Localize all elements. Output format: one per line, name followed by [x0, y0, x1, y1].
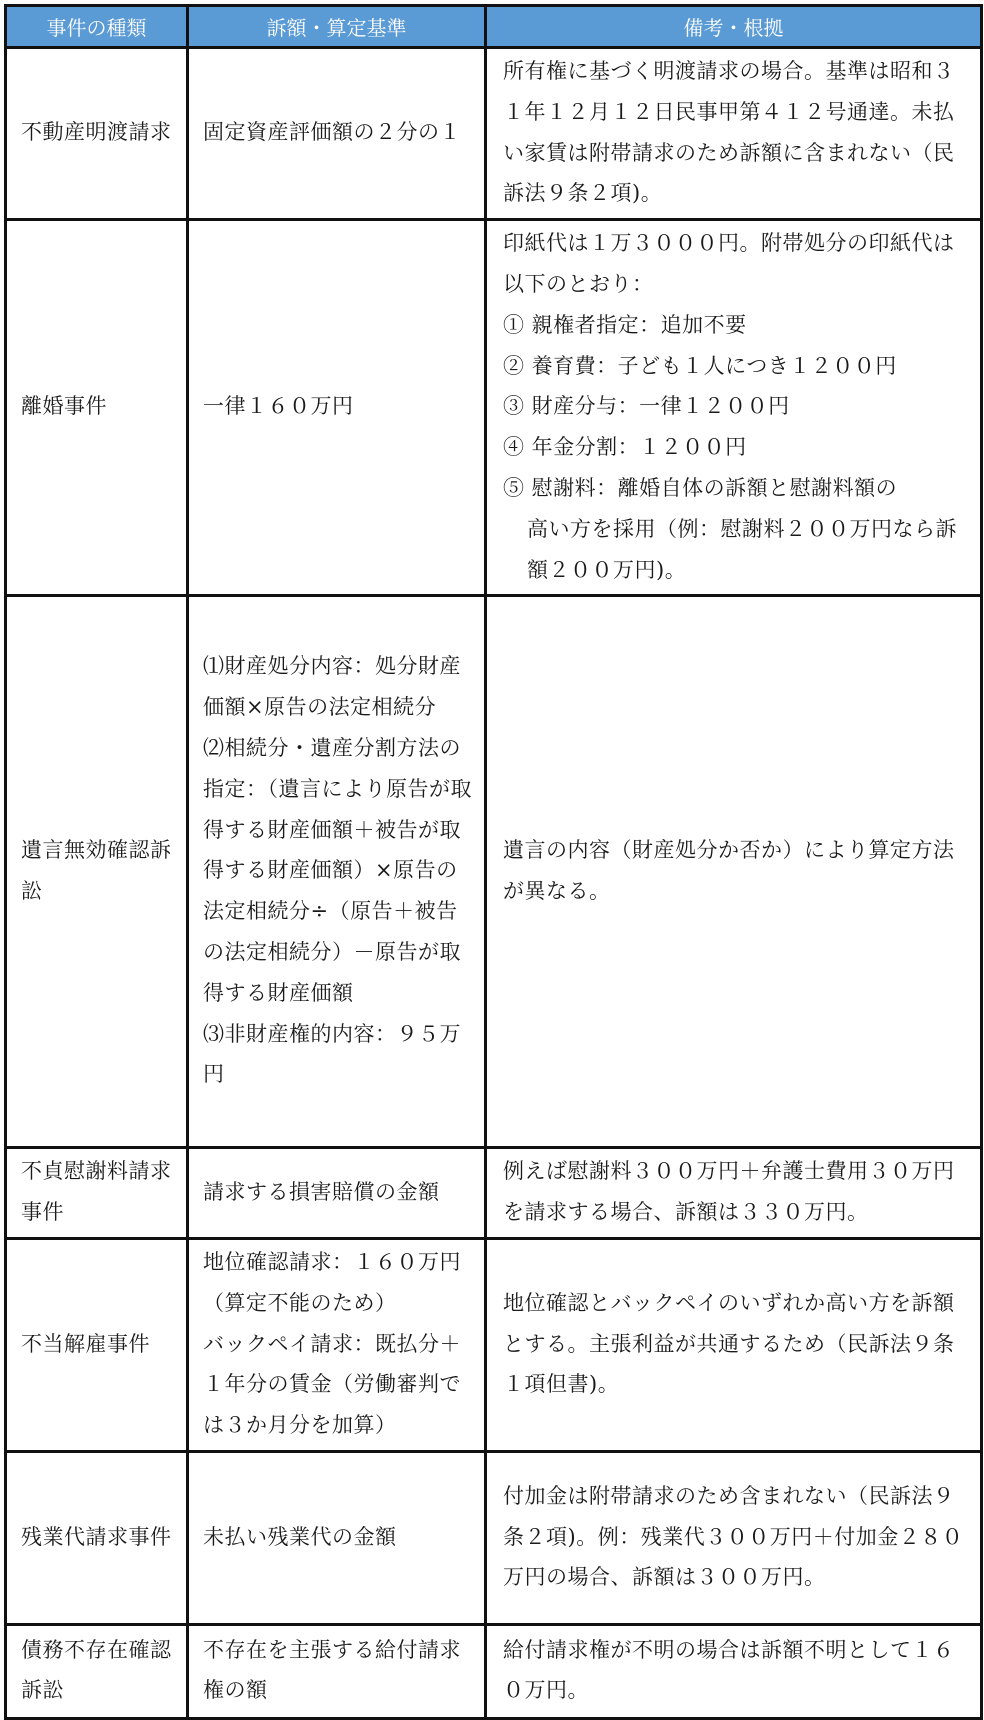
basis-item: ⑴財産処分内容：処分財産価額×原告の法定相続分	[203, 654, 461, 720]
basis-cell: 請求する損害賠償の金額	[188, 1148, 486, 1239]
basis-cell: 不存在を主張する給付請求権の額	[188, 1624, 486, 1718]
basis-item: ⑵相続分・遺産分割方法の指定：（遺言により原告が取得する財産価額＋被告が取得する財産価額）×原告の法定相続分÷（原告＋被告の法定相続分）－原告が取得する財産価額	[203, 736, 472, 1005]
column-header-notes: 備考・根拠	[486, 6, 982, 48]
notes-list-item: ③ 財産分与：一律１２００円	[503, 394, 790, 419]
table-row	[6, 596, 982, 1148]
basis-cell: 一律１６０万円	[188, 220, 486, 596]
table-body	[6, 48, 982, 1719]
header-row	[6, 6, 982, 48]
case-type-cell: 遺言無効確認訴訟	[6, 596, 188, 1148]
case-type-cell: 不貞慰謝料請求事件	[6, 1148, 188, 1239]
column-header-case-type: 事件の種類	[6, 6, 188, 48]
table-row	[6, 1451, 982, 1624]
notes-list-item: ④ 年金分割：１２００円	[503, 435, 747, 460]
case-type-cell: 不当解雇事件	[6, 1238, 188, 1451]
litigation-value-table	[4, 4, 983, 1720]
basis-item: バックペイ請求：既払分＋１年分の賃金（労働審判では３か月分を加算）	[203, 1331, 461, 1438]
table-row	[6, 48, 982, 220]
notes-list-item: ② 養育費：子ども１人につき１２００円	[503, 353, 897, 378]
table-row	[6, 220, 982, 596]
notes-list-item: ① 親権者指定：追加不要	[503, 312, 747, 337]
notes-cell: 遺言の内容（財産処分か否か）により算定方法が異なる。	[486, 596, 982, 1148]
column-header-basis: 訴額・算定基準	[188, 6, 486, 48]
basis-cell: 未払い残業代の金額	[188, 1451, 486, 1624]
basis-cell	[188, 1238, 486, 1451]
notes-cell: 地位確認とバックペイのいずれか高い方を訴額とする。主張利益が共通するため（民訴法９条１項但書)。	[486, 1238, 982, 1451]
notes-list-item: ⑤ 慰謝料：離婚自体の訴額と慰謝料額の	[503, 475, 898, 500]
basis-cell	[188, 596, 486, 1148]
table-row	[6, 1148, 982, 1239]
case-type-cell: 債務不存在確認訴訟	[6, 1624, 188, 1718]
notes-cell: 所有権に基づく明渡請求の場合。基準は昭和３１年１２月１２日民事甲第４１２号通達。未払い家賃は附帯請求のため訴額に含まれない（民訴法９条２項)。	[486, 48, 982, 220]
notes-cell: 例えば慰謝料３００万円＋弁護士費用３０万円を請求する場合、訴額は３３０万円。	[486, 1148, 982, 1239]
table-header	[6, 6, 982, 48]
case-type-cell: 不動産明渡請求	[6, 48, 188, 220]
case-type-cell: 残業代請求事件	[6, 1451, 188, 1624]
notes-cell: 付加金は附帯請求のため含まれない（民訴法９条２項)。例：残業代３００万円＋付加金２８０万円の場合、訴額は３００万円。	[486, 1451, 982, 1624]
notes-cell	[486, 220, 982, 596]
basis-cell: 固定資産評価額の２分の１	[188, 48, 486, 220]
notes-line: 印紙代は１万３０００円。附帯処分の印紙代は以下のとおり：	[503, 231, 955, 296]
case-type-cell: 離婚事件	[6, 220, 188, 596]
notes-cell: 給付請求権が不明の場合は訴額不明として１６０万円。	[486, 1624, 982, 1718]
table-row	[6, 1624, 982, 1718]
table-row	[6, 1238, 982, 1451]
basis-item: 地位確認請求：１６０万円（算定不能のため）	[203, 1249, 461, 1315]
basis-item: ⑶非財産権的内容：９５万円	[203, 1021, 461, 1087]
notes-list-item-continuation: 高い方を採用（例：慰謝料２００万円なら訴額２００万円)。	[527, 516, 957, 582]
